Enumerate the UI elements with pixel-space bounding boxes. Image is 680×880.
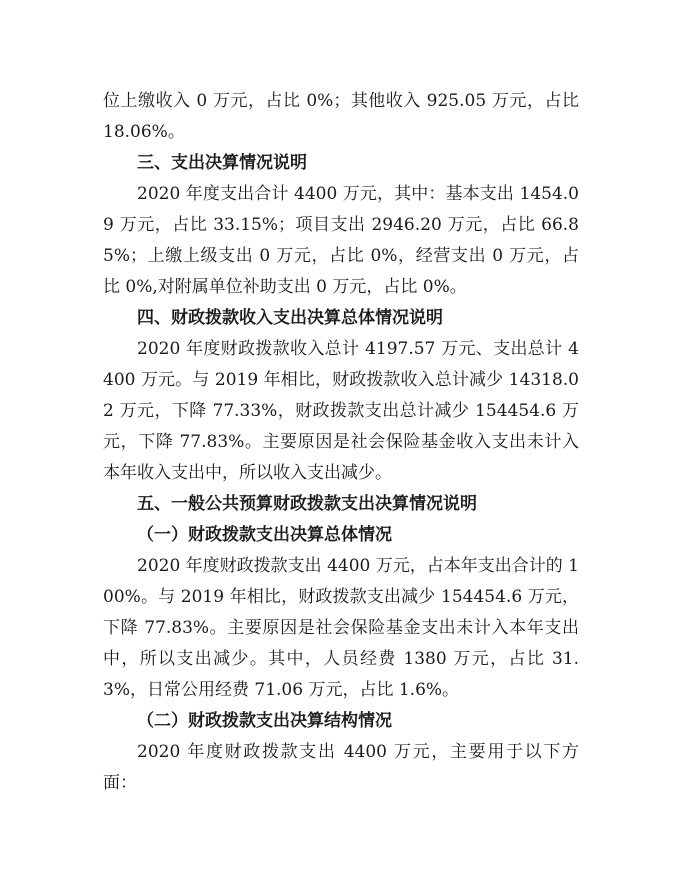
section-3-heading: 三、支出决算情况说明 [137, 153, 307, 173]
section-4-heading: 四、财政拨款收入支出决算总体情况说明 [137, 308, 443, 328]
document-body [103, 86, 579, 799]
section-5-sub1-heading: （一）财政拨款支出决算总体情况 [137, 525, 392, 545]
section-5-sub1-paragraph: 2020 年度财政拨款支出 4400 万元，占本年支出合计的 100%。与 2019 年相比，财政拨款支出减少 154454.6 万元，下降 77.83%。主要原因是社会保险基金支出未计入本年支出中，所以支出减少。其中，人员经费 1380 万元，占比 31.3%，日常公用经费 71.06 万元，占比 1.6%。 [103, 556, 579, 700]
section-5-heading: 五、一般公共预算财政拨款支出决算情况说明 [137, 494, 477, 514]
section-5-sub2-paragraph: 2020 年度财政拨款支出 4400 万元，主要用于以下方面： [103, 742, 579, 793]
section-4-paragraph: 2020 年度财政拨款收入总计 4197.57 万元、支出总计 4400 万元。与 2019 年相比，财政拨款收入总计减少 14318.02 万元，下降 77.33%，财政拨款支出总计减少 154454.6 万元，下降 77.83%。主要原因是社会保险基金收入支出未计入本年收入支出中，所以收入支出减少。 [103, 339, 579, 483]
section-5-sub2-heading: （二）财政拨款支出决算结构情况 [137, 711, 392, 731]
section-3-paragraph: 2020 年度支出合计 4400 万元，其中：基本支出 1454.09 万元，占比 33.15%；项目支出 2946.20 万元，占比 66.85%；上缴上级支出 0 万元，占比 0%，经营支出 0 万元，占比 0%,对附属单位补助支出 0 万元，占比 0%。 [103, 184, 579, 297]
continuation-paragraph: 位上缴收入 0 万元，占比 0%；其他收入 925.05 万元，占比 18.06%。 [103, 91, 579, 142]
